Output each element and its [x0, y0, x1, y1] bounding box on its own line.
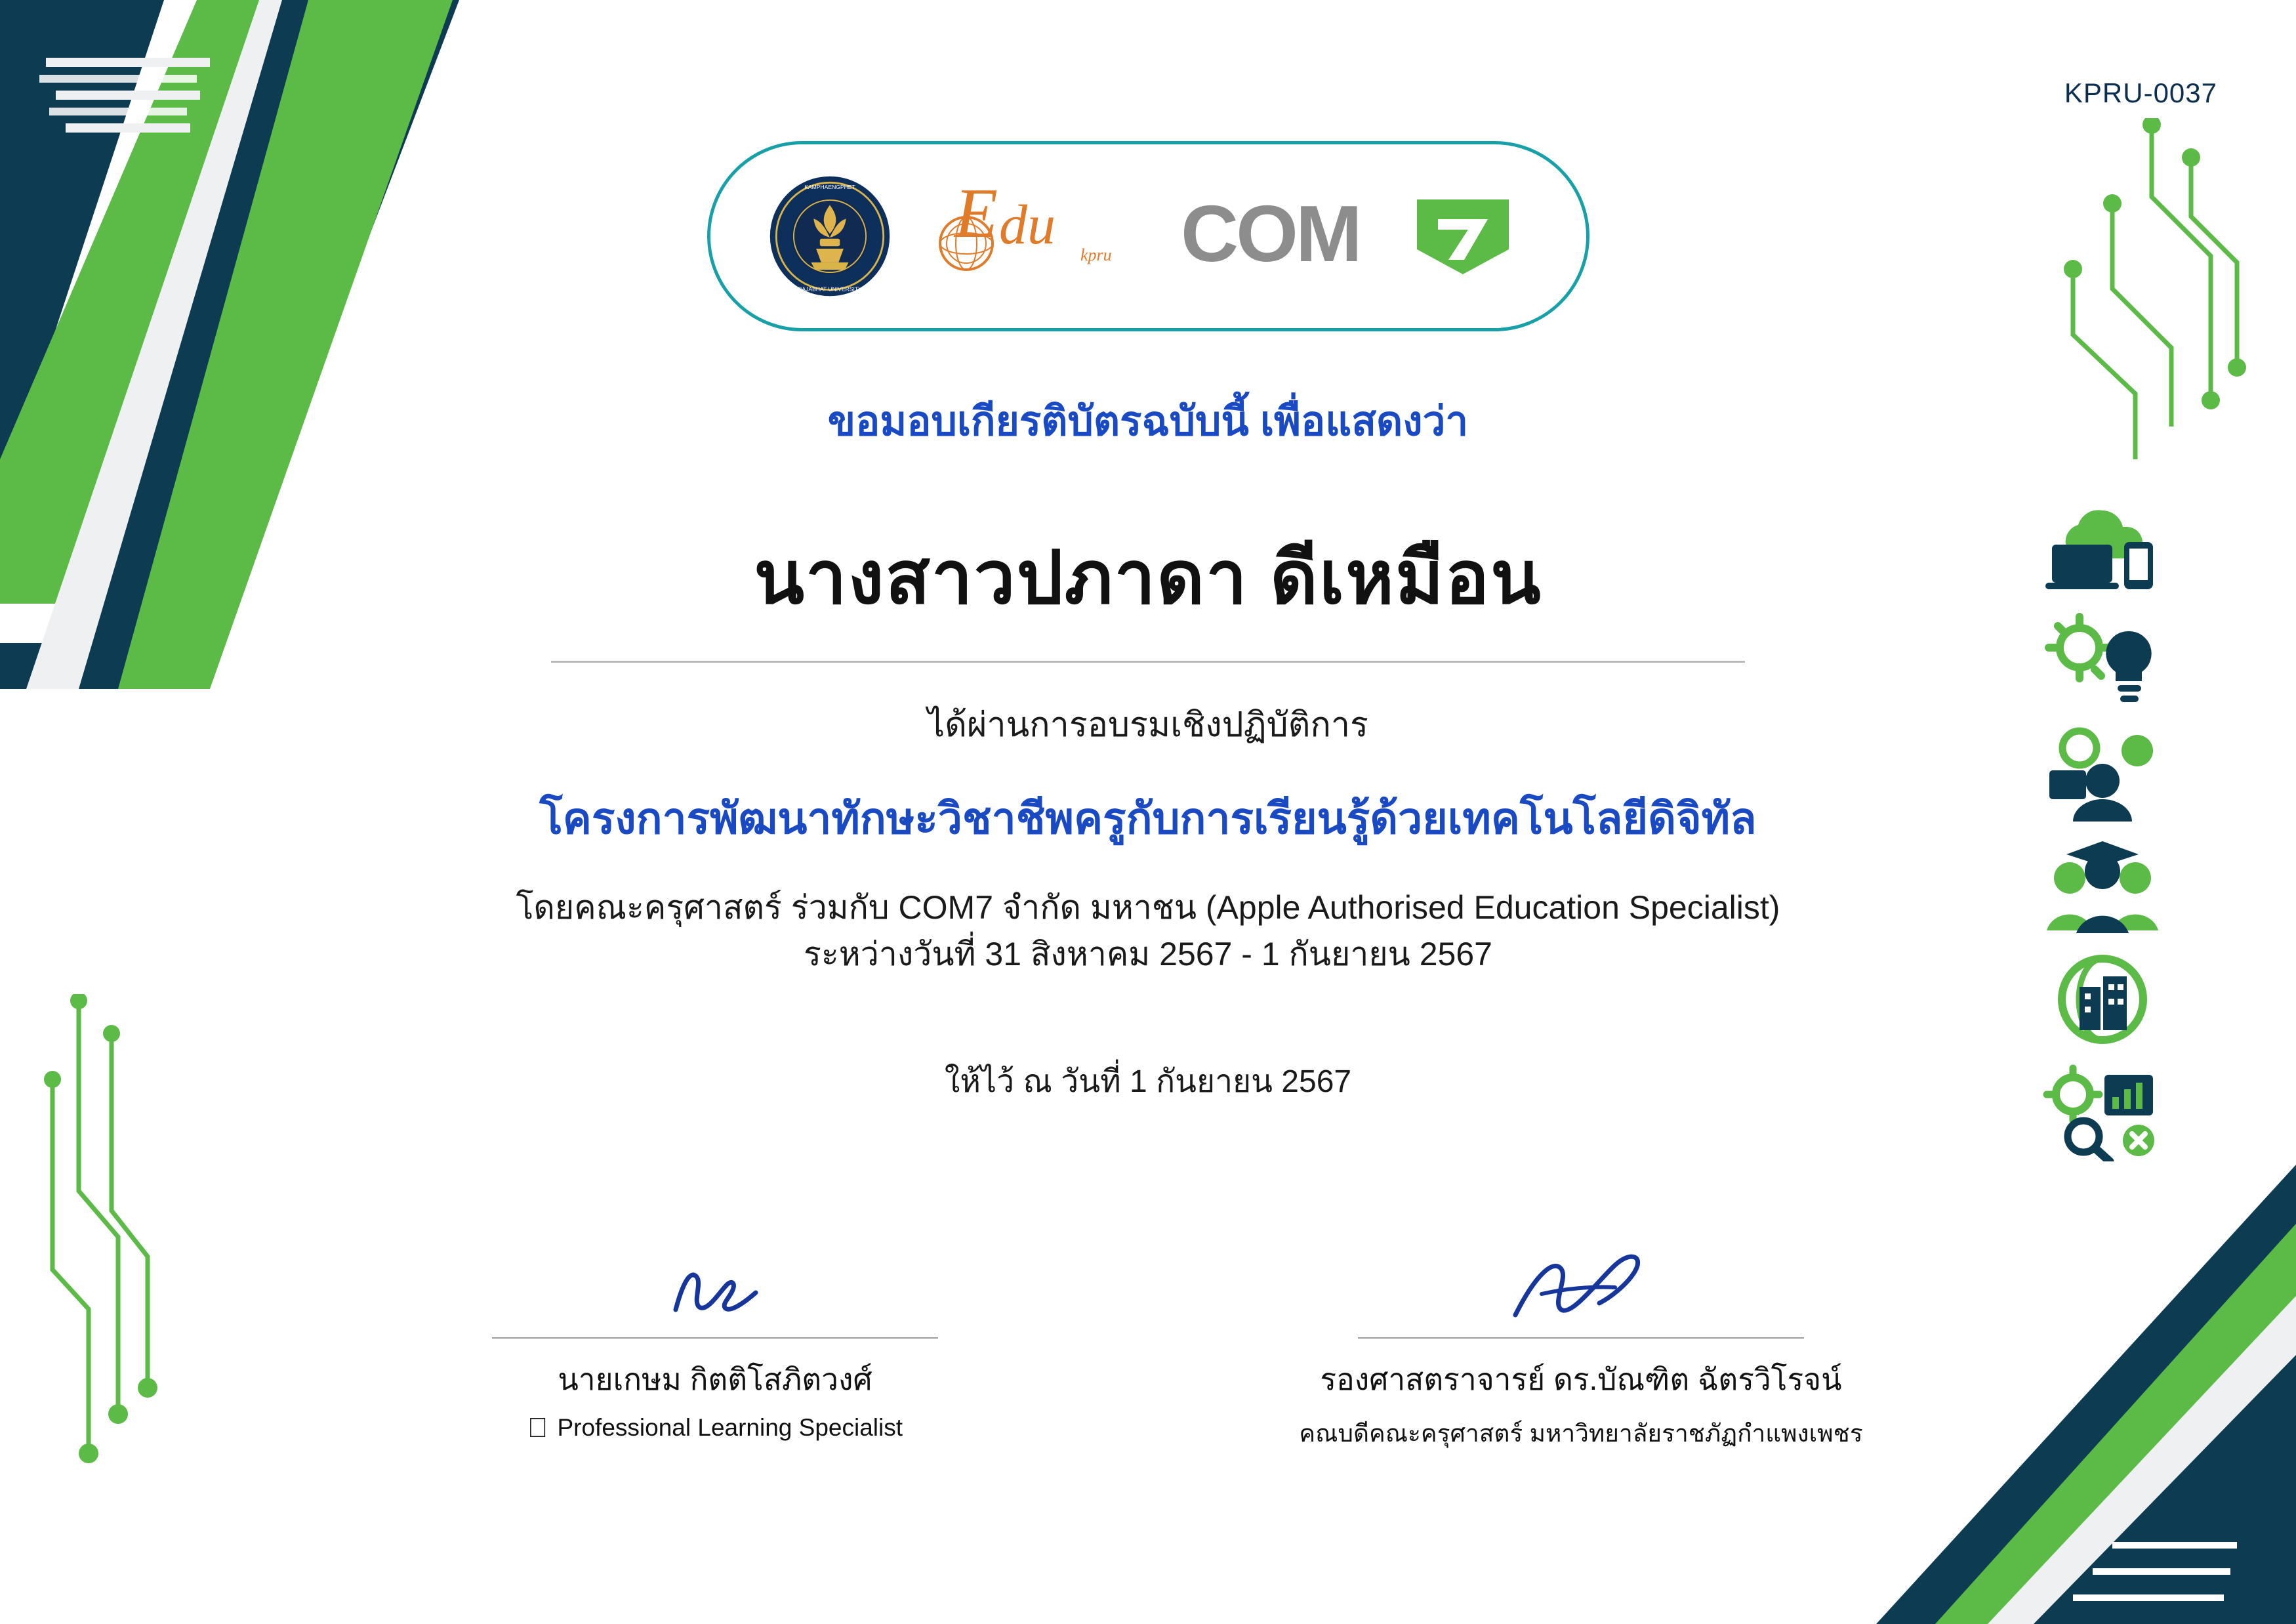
signatory-name-right: รองศาสตราจารย์ ดร.บัณฑิต ฉัตรวิโรจน์	[1320, 1362, 1842, 1396]
signature-mark-right	[1286, 1247, 1876, 1332]
data-analysis-settings-icon	[2040, 1063, 2165, 1161]
recipient-name: นางสาวปภาดา ดีเหมือน	[754, 537, 1542, 619]
signatory-role-right	[1286, 1414, 1876, 1453]
passed-line: ได้ผ่านการอบรมเชิงปฏิบัติการ	[928, 706, 1368, 744]
svg-text:COM: COM	[1181, 190, 1360, 278]
svg-text:du: du	[999, 193, 1056, 256]
document-code: KPRU-0037	[2064, 77, 2217, 108]
svg-text:kpru: kpru	[1080, 245, 1112, 264]
signature-mark-left	[420, 1247, 1010, 1332]
certificate-content	[394, 0, 1902, 1624]
kpru-seal-icon	[768, 174, 892, 299]
name-rule	[551, 661, 1745, 663]
technology-icon-stack	[2040, 499, 2198, 1176]
com7-logo	[1181, 190, 1528, 282]
signature-rule-left	[492, 1337, 938, 1339]
global-business-icon	[2040, 950, 2165, 1049]
organizer-line: โดยคณะครุศาสตร์ ร่วมกับ COM7 จำกัด มหาชน (Apple Authorised Education Specialist)	[516, 889, 1780, 926]
signatory-role-left-text: Professional Learning Specialist	[546, 1414, 893, 1441]
logo-bar	[707, 141, 1589, 331]
signature-area	[394, 1247, 1902, 1453]
circuit-decoration-right	[2020, 118, 2257, 577]
idea-gear-bulb-icon	[2040, 612, 2165, 710]
svg-text:KAMPHAENGPHET: KAMPHAENGPHET	[804, 183, 855, 190]
svg-text:RAJABHAT UNIVERSITY: RAJABHAT UNIVERSITY	[798, 285, 862, 293]
graduates-group-icon	[2040, 837, 2165, 936]
circuit-decoration-left	[39, 994, 236, 1493]
signatory-role-left	[420, 1414, 1010, 1442]
signature-rule-right	[1358, 1337, 1804, 1339]
signature-block-right	[1286, 1247, 1876, 1453]
apple-icon	[527, 1414, 548, 1442]
svg-text:E: E	[954, 180, 998, 253]
date-range-line: ระหว่างวันที่ 31 สิงหาคม 2567 - 1 กันยายน 2567	[804, 936, 1492, 972]
award-line: ขอมอบเกียรติบัตรฉบับนี้ เพื่อแสดงว่า	[827, 399, 1469, 444]
issued-line: ให้ไว้ ณ วันที่ 1 กันยายน 2567	[944, 1064, 1352, 1099]
signatory-role-right-text: คณบดีคณะครุศาสตร์ มหาวิทยาลัยราชภัฏกำแพงเพชร	[1299, 1420, 1863, 1447]
collaboration-network-icon	[2040, 724, 2165, 823]
signature-block-left	[420, 1247, 1010, 1453]
signatory-name-left: นายเกษม กิตติโสภิตวงศ์	[558, 1362, 872, 1396]
project-title: โครงการพัฒนาทักษะวิชาชีพครูกับการเรียนรู้ด้วยเทคโนโลยีดิจิทัล	[539, 794, 1757, 843]
cloud-devices-icon	[2040, 499, 2165, 597]
edu-kpru-logo	[928, 180, 1145, 292]
